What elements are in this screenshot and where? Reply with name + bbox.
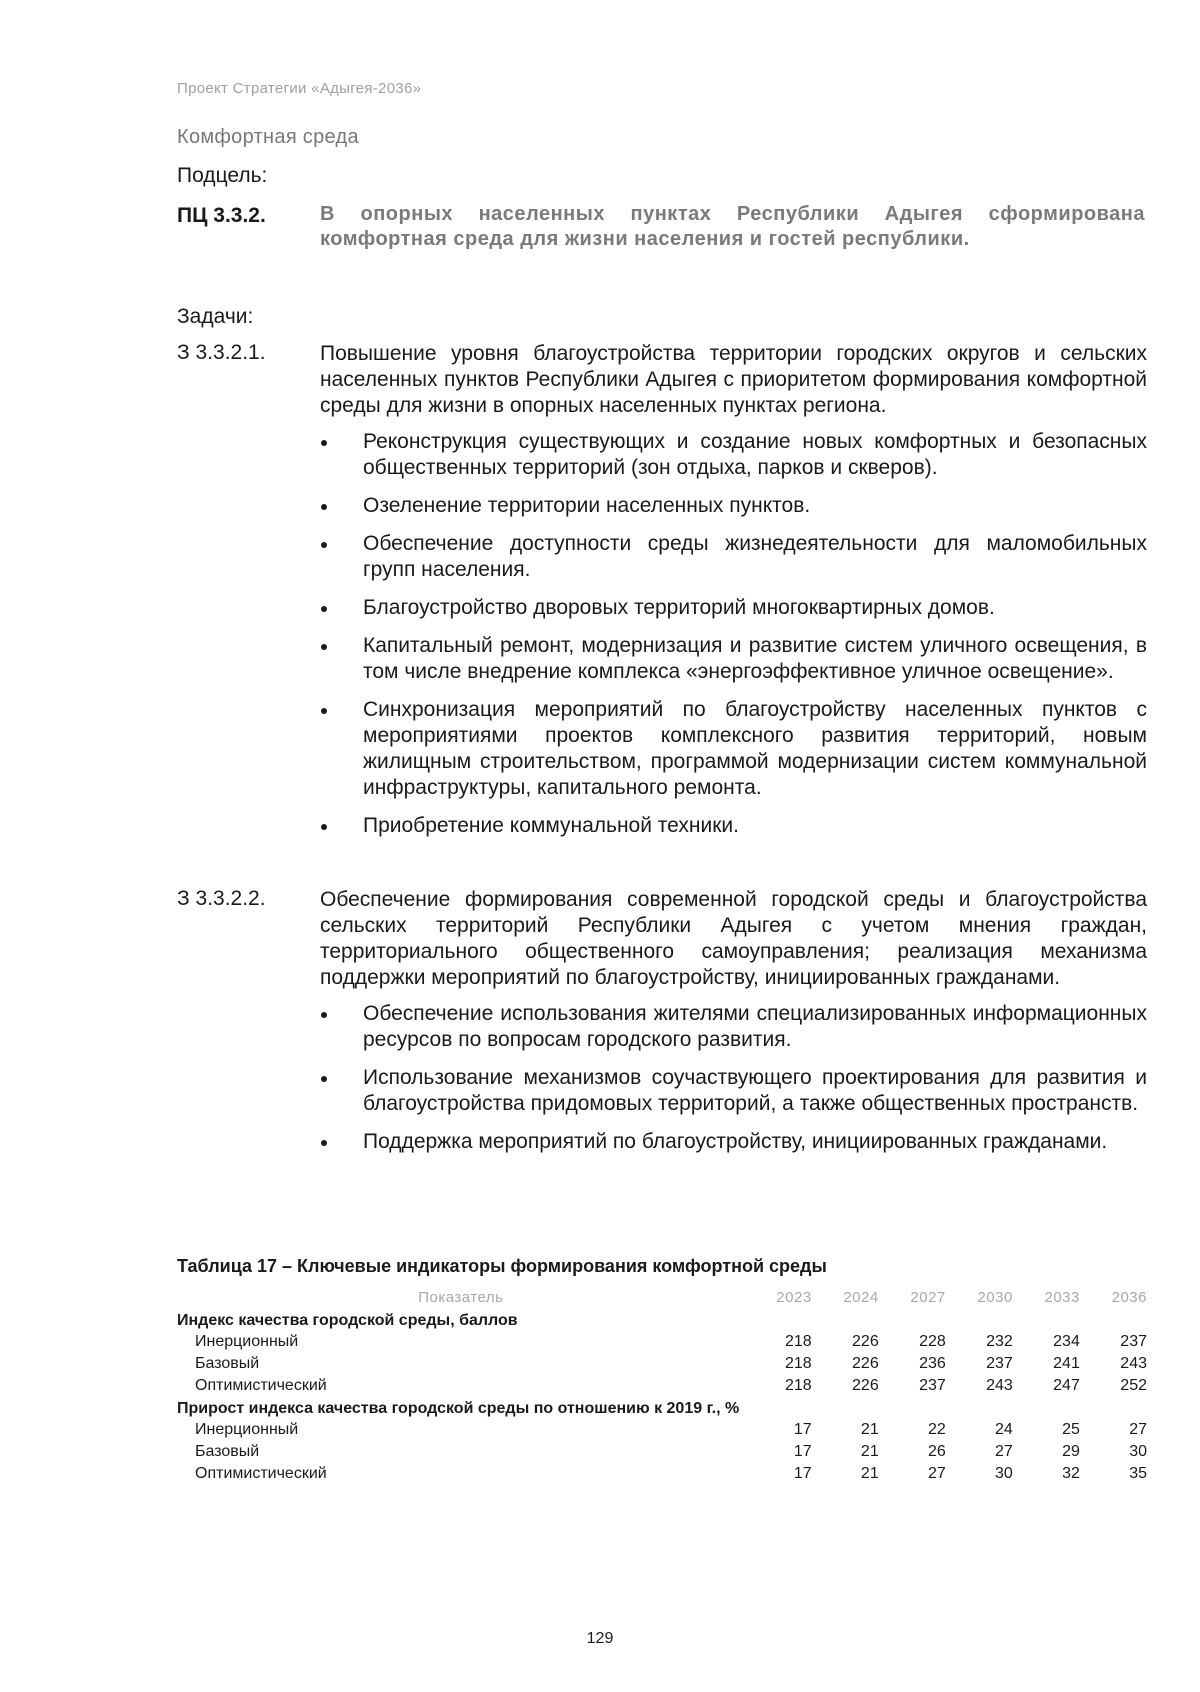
bullet-item <box>363 531 1147 583</box>
bullet-text: Обеспечение доступности среды жизнедеятельности для маломобильных групп населения. <box>363 532 1147 581</box>
table-cell: 252 <box>1120 1377 1147 1394</box>
bullet-item <box>363 429 1147 481</box>
section-title: Комфортная среда <box>177 126 359 148</box>
table-cell: 30 <box>995 1465 1013 1482</box>
kpi-table <box>177 1287 1147 1485</box>
table-cell: 35 <box>1129 1465 1147 1482</box>
bullet-text: Синхронизация мероприятий по благоустройству населенных пунктов с мероприятиями проектов комплексного развития территорий, новым жилищным строительством, программой модернизации систем коммунальной инфраструктуры, капитального ремонта. <box>363 698 1147 799</box>
subgoal-code: ПЦ 3.3.2. <box>177 204 266 227</box>
column-header-year: 2036 <box>1111 1289 1147 1306</box>
table-group-row <box>177 1397 1147 1419</box>
scenario-name: Базовый <box>195 1355 260 1372</box>
task-text: Обеспечение формирования современной городской среды и благоустройства сельских территорий Республики Адыгея с учетом мнения граждан, территориального общественного самоуправления; реализация механизма поддержки мероприятий по благоустройству, инициированных гражданами. <box>320 888 1147 989</box>
table-cell: 234 <box>1053 1333 1080 1350</box>
table-cell: 218 <box>784 1355 812 1372</box>
table-cell: 21 <box>860 1443 879 1460</box>
task-code: З 3.3.2.1. <box>177 341 266 364</box>
table-group-row <box>177 1309 1147 1331</box>
table-row <box>177 1419 1147 1441</box>
bullet-text: Приобретение коммунальной техники. <box>363 814 739 837</box>
table-cell: 218 <box>784 1377 812 1394</box>
table-cell: 30 <box>1129 1443 1147 1460</box>
scenario-name: Инерционный <box>195 1421 299 1438</box>
bullet-text: Обеспечение использования жителями специализированных информационных ресурсов по вопросам городского развития. <box>363 1002 1147 1051</box>
bullet-text: Использование механизмов соучаствующего проектирования для развития и благоустройства придомовых территорий, а также общественных пространств. <box>363 1066 1147 1115</box>
bullet-icon <box>321 708 327 714</box>
table-caption: Таблица 17 – Ключевые индикаторы формирования комфортной среды <box>177 1256 827 1276</box>
subgoal-label: Подцель: <box>177 164 268 187</box>
bullet-text: Капитальный ремонт, модернизация и развитие систем уличного освещения, в том числе внедрение комплекса «энергоэффективное уличное освещение». <box>363 634 1147 683</box>
table-cell: 237 <box>919 1377 946 1394</box>
table-cell: 21 <box>860 1465 879 1482</box>
column-header-year: 2033 <box>1044 1289 1080 1306</box>
table-cell: 27 <box>995 1443 1013 1460</box>
table-cell: 228 <box>919 1333 946 1350</box>
column-header-year: 2027 <box>910 1289 946 1306</box>
table-row <box>177 1463 1147 1485</box>
scenario-name: Инерционный <box>195 1333 299 1350</box>
table-cell: 26 <box>927 1443 946 1460</box>
table-cell: 32 <box>1062 1465 1080 1482</box>
subgoal-text: В опорных населенных пунктах Республики Адыгея сформирована комфортная среда для жизни населения и гостей республики. <box>320 203 1145 250</box>
bullet-item <box>363 1129 1147 1155</box>
bullet-item <box>363 697 1147 801</box>
table-cell: 17 <box>793 1443 812 1460</box>
bullet-item <box>363 1001 1147 1053</box>
bullet-icon <box>321 504 327 510</box>
table-cell: 243 <box>986 1377 1013 1394</box>
table-cell: 27 <box>1129 1421 1147 1438</box>
bullet-icon <box>321 542 327 548</box>
bullet-item <box>363 813 1147 839</box>
task-text: Повышение уровня благоустройства территории городских округов и сельских населенных пунктов Республики Адыгея с приоритетом формирования комфортной среды для жизни в опорных населенных пунктах региона. <box>320 342 1147 417</box>
table-cell: 236 <box>919 1355 946 1372</box>
bullet-item <box>363 493 1147 519</box>
bullet-text: Реконструкция существующих и создание новых комфортных и безопасных общественных территорий (зон отдыха, парков и скверов). <box>363 430 1147 479</box>
running-header: Проект Стратегии «Адыгея-2036» <box>177 80 422 97</box>
bullet-icon <box>321 1140 327 1146</box>
bullet-icon <box>321 824 327 830</box>
column-header-year: 2023 <box>776 1289 812 1306</box>
tasks-label: Задачи: <box>177 305 254 328</box>
task-item <box>177 887 1147 1167</box>
table-cell: 22 <box>927 1421 946 1438</box>
bullet-text: Благоустройство дворовых территорий многоквартирных домов. <box>363 596 995 619</box>
table-cell: 226 <box>852 1333 879 1350</box>
bullet-icon <box>321 440 327 446</box>
scenario-name: Оптимистический <box>195 1377 327 1394</box>
task-bullet-list <box>177 1001 1147 1155</box>
bullet-icon <box>321 1076 327 1082</box>
table-header-row <box>177 1287 1147 1309</box>
task-bullet-list <box>177 429 1147 839</box>
group-title: Индекс качества городской среды, баллов <box>177 1312 518 1329</box>
table-row <box>177 1441 1147 1463</box>
bullet-icon <box>321 606 327 612</box>
table-cell: 17 <box>793 1421 812 1438</box>
table-cell: 237 <box>1120 1333 1147 1350</box>
group-title: Прирост индекса качества городской среды по отношению к 2019 г., % <box>177 1400 740 1417</box>
bullet-text: Поддержка мероприятий по благоустройству, инициированных гражданами. <box>363 1130 1108 1153</box>
table-row <box>177 1331 1147 1353</box>
scenario-name: Базовый <box>195 1443 260 1460</box>
column-header-indicator: Показатель <box>418 1289 504 1306</box>
page-number: 129 <box>586 1630 614 1647</box>
table-cell: 247 <box>1053 1377 1080 1394</box>
task-code: З 3.3.2.2. <box>177 887 266 910</box>
task-item <box>177 341 1147 851</box>
bullet-text: Озеленение территории населенных пунктов. <box>363 494 811 517</box>
bullet-icon <box>321 644 327 650</box>
table-cell: 218 <box>784 1333 812 1350</box>
table-cell: 17 <box>793 1465 812 1482</box>
bullet-icon <box>321 1012 327 1018</box>
table-cell: 243 <box>1120 1355 1147 1372</box>
table-cell: 25 <box>1062 1421 1080 1438</box>
table-row <box>177 1353 1147 1375</box>
table-cell: 237 <box>986 1355 1013 1372</box>
scenario-name: Оптимистический <box>195 1465 327 1482</box>
table-cell: 29 <box>1062 1443 1080 1460</box>
column-header-year: 2030 <box>977 1289 1013 1306</box>
table-row <box>177 1375 1147 1397</box>
table-cell: 226 <box>852 1355 879 1372</box>
bullet-item <box>363 1065 1147 1117</box>
table-cell: 21 <box>860 1421 879 1438</box>
table-cell: 232 <box>986 1333 1013 1350</box>
table-cell: 226 <box>852 1377 879 1394</box>
bullet-item <box>363 633 1147 685</box>
table-cell: 24 <box>995 1421 1013 1438</box>
table-cell: 27 <box>927 1465 946 1482</box>
column-header-year: 2024 <box>843 1289 879 1306</box>
table-cell: 241 <box>1053 1355 1080 1372</box>
bullet-item <box>363 595 1147 621</box>
